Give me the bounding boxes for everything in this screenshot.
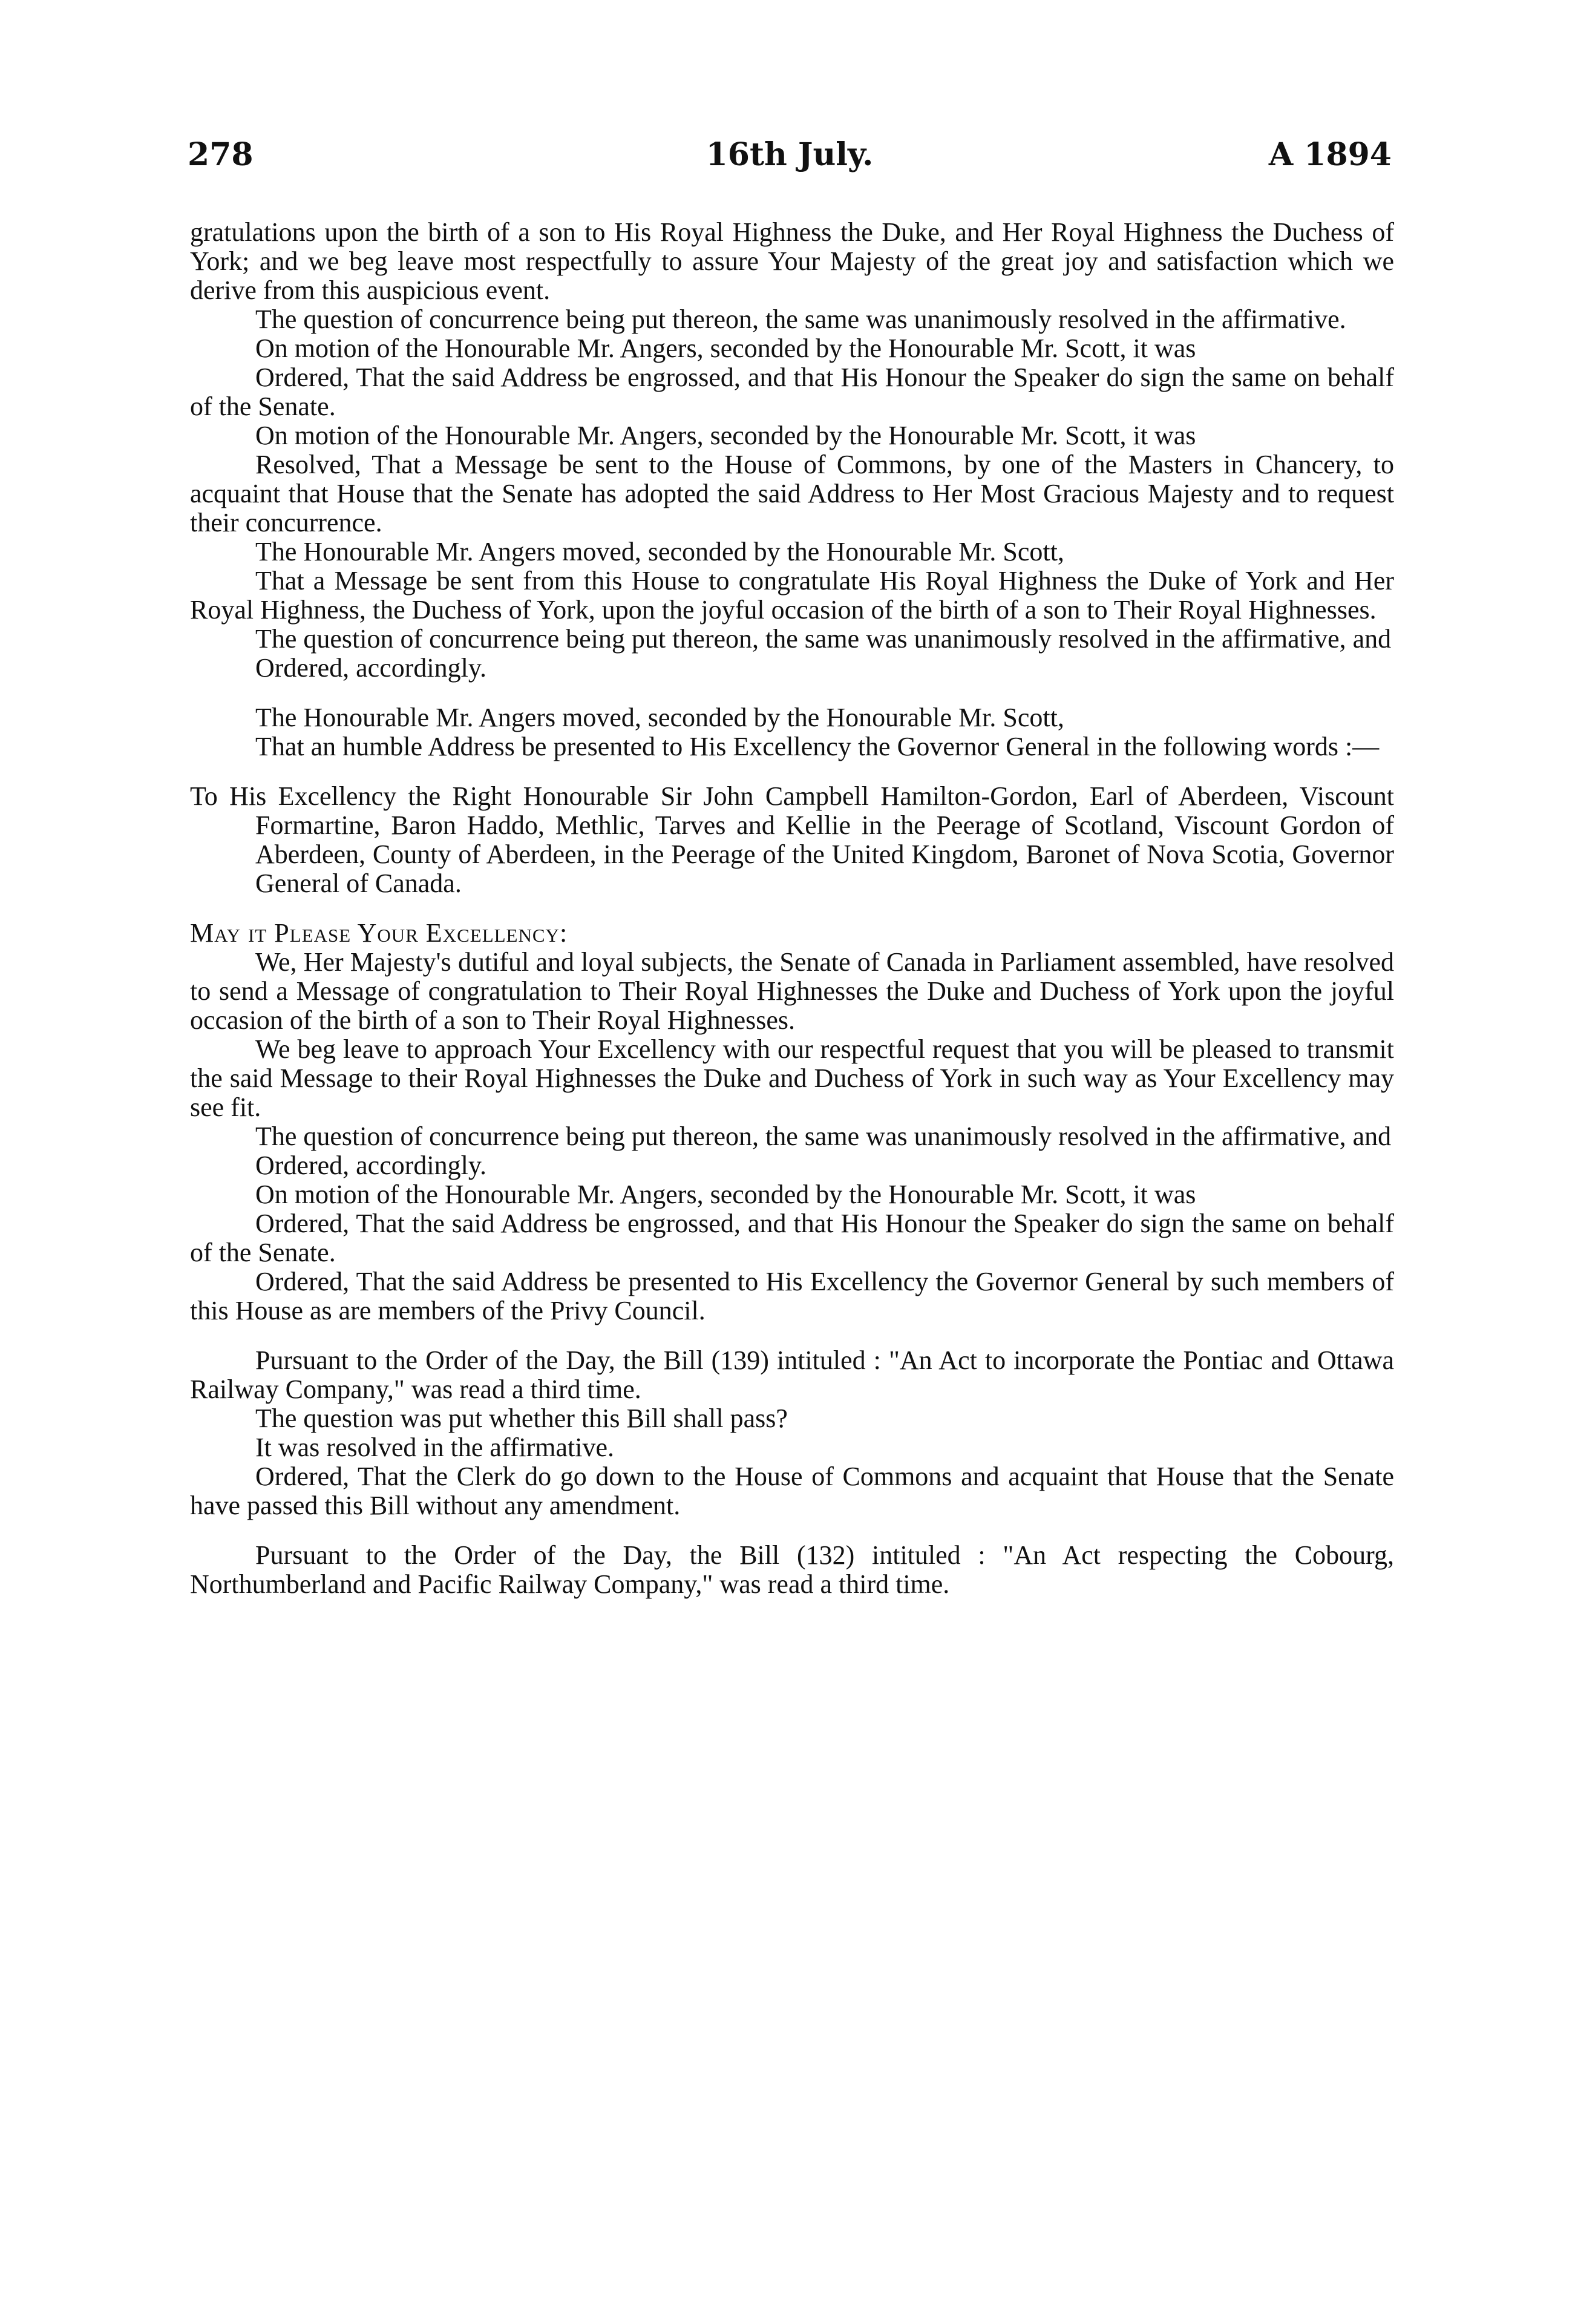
paragraph: The question of concurrence being put thereon, the same was unanimously resolved in the affirmative, and <box>255 624 1392 654</box>
paragraph: The Honourable Mr. Angers moved, seconded by the Honourable Mr. Scott, <box>255 703 1064 732</box>
paragraph: Ordered, That the said Address be engrossed, and that His Honour the Speaker do sign the same on behalf of the Senate. <box>190 1209 1394 1267</box>
paragraph: That a Message be sent from this House to congratulate His Royal Highness the Duke of York and Her Royal Highness, the Duchess of York, upon the joyful occasion of the birth of a son to Their Royal Highnesses. <box>190 566 1394 625</box>
paragraph: Pursuant to the Order of the Day, the Bill (132) intituled : "An Act respecting the Cobourg, Northumberland and Pacific Railway Company," was read a third time. <box>190 1540 1394 1599</box>
paragraph: Pursuant to the Order of the Day, the Bill (139) intituled : "An Act to incorporate the Pontiac and Ottawa Railway Company," was read a third time. <box>190 1345 1394 1404</box>
page-number: 278 <box>188 136 254 173</box>
document-body <box>190 218 1394 1599</box>
paragraph: It was resolved in the affirmative. <box>255 1433 614 1462</box>
paragraph: Ordered, That the said Address be presented to His Excellency the Governor General by such members of this House as are members of the Privy Council. <box>190 1267 1394 1325</box>
address-heading: To His Excellency the Right Honourable Sir John Campbell Hamilton-Gordon, Earl of Aberdeen, Viscount Formartine, Baron Haddo, Methlic, Tarves and Kellie in the Peerage of Scotland, Viscount Gordon of Aberdeen, County of Aberdeen, in the Peerage of the United Kingdom, Baronet of Nova Scotia, Governor General of Canada. <box>190 781 1394 898</box>
page-header <box>188 136 1392 179</box>
paragraph: Ordered, accordingly. <box>255 653 486 683</box>
header-date: 16th July. <box>706 136 874 173</box>
paragraph: The question of concurrence being put thereon, the same was unanimously resolved in the affirmative. <box>255 304 1346 334</box>
paragraph: On motion of the Honourable Mr. Angers, seconded by the Honourable Mr. Scott, it was <box>255 1180 1196 1209</box>
paragraph: That an humble Address be presented to His Excellency the Governor General in the following words :— <box>255 732 1380 761</box>
paragraph: The Honourable Mr. Angers moved, seconded by the Honourable Mr. Scott, <box>255 537 1064 566</box>
paragraph-continuation: gratulations upon the birth of a son to His Royal Highness the Duke, and Her Royal Highness the Duchess of York; and we beg leave most respectfully to assure Your Majesty of the great joy and satisfaction which we derive from this auspicious event. <box>190 217 1394 305</box>
paragraph: We beg leave to approach Your Excellency with our respectful request that you will be pleased to transmit the said Message to their Royal Highnesses the Duke and Duchess of York in such way as Your Excellency may see fit. <box>190 1034 1394 1122</box>
paragraph: Ordered, That the said Address be engrossed, and that His Honour the Speaker do sign the same on behalf of the Senate. <box>190 363 1394 421</box>
paragraph: The question of concurrence being put thereon, the same was unanimously resolved in the affirmative, and <box>255 1121 1392 1151</box>
paragraph: Ordered, That the Clerk do go down to the House of Commons and acquaint that House that the Senate have passed this Bill without any amendment. <box>190 1462 1394 1520</box>
paragraph: The question was put whether this Bill shall pass? <box>255 1403 788 1433</box>
paragraph: Resolved, That a Message be sent to the House of Commons, by one of the Masters in Chancery, to acquaint that House that the Senate has adopted the said Address to Her Most Gracious Majesty and to request their concurrence. <box>190 450 1394 537</box>
paragraph: We, Her Majesty's dutiful and loyal subjects, the Senate of Canada in Parliament assembled, have resolved to send a Message of congratulation to Their Royal Highnesses the Duke and Duchess of York upon the joyful occasion of the birth of a son to Their Royal Highnesses. <box>190 947 1394 1035</box>
paragraph: Ordered, accordingly. <box>255 1151 486 1180</box>
paragraph: On motion of the Honourable Mr. Angers, seconded by the Honourable Mr. Scott, it was <box>255 421 1196 450</box>
paragraph: On motion of the Honourable Mr. Angers, seconded by the Honourable Mr. Scott, it was <box>255 333 1196 363</box>
header-year: A 1894 <box>1268 136 1392 173</box>
salutation: May it Please Your Excellency: <box>190 918 568 948</box>
